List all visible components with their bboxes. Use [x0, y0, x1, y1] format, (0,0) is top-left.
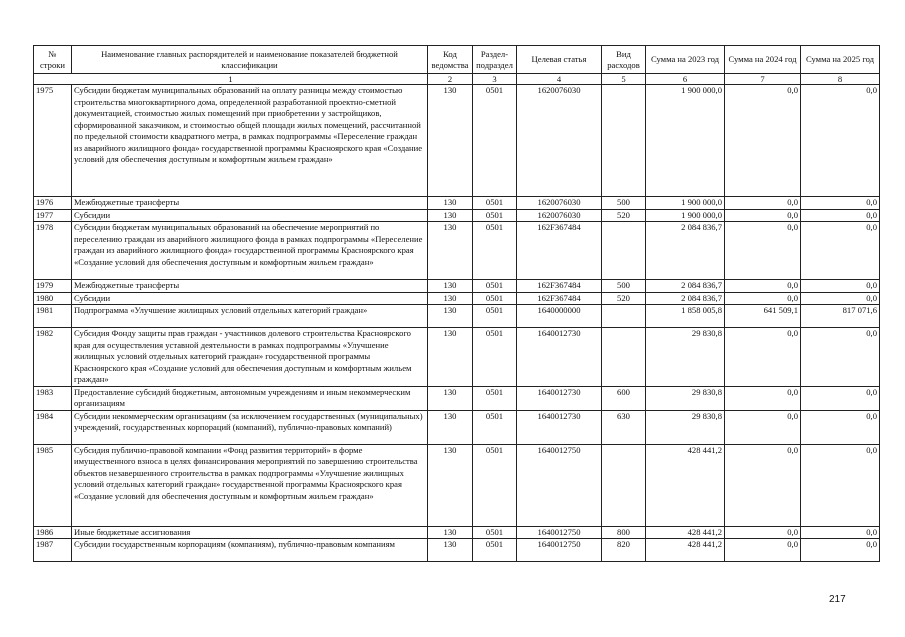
column-number: 1	[34, 74, 428, 85]
table-header-row	[34, 46, 880, 74]
table-body	[34, 85, 880, 562]
sum-2023-cell: 1 858 005,8	[646, 305, 725, 328]
column-number: 6	[646, 74, 725, 85]
header-name: Наименование главных распорядителей и наименование показателей бюджетной классификации	[72, 46, 428, 74]
sum-2025-cell: 817 071,6	[801, 305, 880, 328]
target-item-cell: 1640012750	[517, 526, 602, 539]
expense-type-cell: 500	[602, 197, 646, 210]
budget-table	[33, 45, 880, 562]
target-item-cell: 1640012750	[517, 539, 602, 562]
expense-type-cell	[602, 305, 646, 328]
sum-2025-cell: 0,0	[801, 222, 880, 280]
row-number-cell: 1984	[34, 410, 72, 444]
sum-2024-cell: 0,0	[725, 444, 801, 526]
target-item-cell: 162F367484	[517, 222, 602, 280]
row-name-cell: Субсидии бюджетам муниципальных образований на обеспечение мероприятий по переселению граждан из аварийного жилищного фонда в рамках подпрограммы «Переселение граждан из аварийного жилищного фонда» государственной программы Красноярского края «Создание условий для обеспечения доступным и комфортным жильем граждан»	[72, 222, 428, 280]
column-number: 7	[725, 74, 801, 85]
sum-2025-cell: 0,0	[801, 444, 880, 526]
row-number-cell: 1985	[34, 444, 72, 526]
row-name-cell: Предоставление субсидий бюджетным, автономным учреждениям и иным некоммерческим организациям	[72, 386, 428, 410]
sum-2024-cell: 0,0	[725, 386, 801, 410]
table-row	[34, 209, 880, 222]
row-number-cell: 1977	[34, 209, 72, 222]
sum-2023-cell: 2 084 836,7	[646, 222, 725, 280]
header-expense-type: Вид расходов	[602, 46, 646, 74]
expense-type-cell: 520	[602, 209, 646, 222]
section-cell: 0501	[473, 280, 517, 293]
section-cell: 0501	[473, 526, 517, 539]
row-number-cell: 1978	[34, 222, 72, 280]
dept-code-cell: 130	[428, 539, 473, 562]
column-number-row	[34, 74, 880, 85]
section-cell: 0501	[473, 209, 517, 222]
row-name-cell: Субсидия Фонду защиты прав граждан - участников долевого строительства Красноярского края для осуществления уставной деятельности в рамках подпрограммы «Улучшение жилищных условий отдельных категорий граждан» государственной программы Красноярского края «Создание условий для обеспечения доступным и комфортным жильем граждан»	[72, 328, 428, 387]
dept-code-cell: 130	[428, 292, 473, 305]
section-cell: 0501	[473, 305, 517, 328]
dept-code-cell: 130	[428, 328, 473, 387]
sum-2023-cell: 2 084 836,7	[646, 280, 725, 293]
dept-code-cell: 130	[428, 197, 473, 210]
row-number-cell: 1983	[34, 386, 72, 410]
expense-type-cell	[602, 328, 646, 387]
table-row	[34, 280, 880, 293]
target-item-cell: 1620076030	[517, 209, 602, 222]
sum-2023-cell: 428 441,2	[646, 444, 725, 526]
section-cell: 0501	[473, 328, 517, 387]
expense-type-cell: 800	[602, 526, 646, 539]
sum-2024-cell: 0,0	[725, 328, 801, 387]
sum-2023-cell: 428 441,2	[646, 526, 725, 539]
row-number-cell: 1980	[34, 292, 72, 305]
expense-type-cell	[602, 222, 646, 280]
section-cell: 0501	[473, 197, 517, 210]
row-name-cell: Субсидии	[72, 209, 428, 222]
table-row	[34, 526, 880, 539]
sum-2024-cell: 0,0	[725, 222, 801, 280]
table-row	[34, 410, 880, 444]
table-row	[34, 328, 880, 387]
section-cell: 0501	[473, 85, 517, 197]
section-cell: 0501	[473, 444, 517, 526]
target-item-cell: 162F367484	[517, 292, 602, 305]
expense-type-cell	[602, 85, 646, 197]
dept-code-cell: 130	[428, 526, 473, 539]
row-name-cell: Межбюджетные трансферты	[72, 280, 428, 293]
sum-2025-cell: 0,0	[801, 539, 880, 562]
expense-type-cell	[602, 444, 646, 526]
sum-2024-cell: 0,0	[725, 197, 801, 210]
sum-2025-cell: 0,0	[801, 292, 880, 305]
sum-2025-cell: 0,0	[801, 85, 880, 197]
header-dept-code: Код ведомства	[428, 46, 473, 74]
row-name-cell: Подпрограмма «Улучшение жилищных условий отдельных категорий граждан»	[72, 305, 428, 328]
target-item-cell: 1640012730	[517, 328, 602, 387]
table-row	[34, 222, 880, 280]
row-name-cell: Субсидия публично-правовой компании «Фонд развития территорий» в форме имущественного взноса в целях финансирования мероприятий по завершению строительства объектов незавершенного строительства в рамках подпрограммы «Улучшение жилищных условий отдельных категорий граждан» государственной программы Красноярского края «Создание условий для обеспечения доступным и комфортным жильем граждан»	[72, 444, 428, 526]
table-row	[34, 197, 880, 210]
sum-2024-cell: 0,0	[725, 292, 801, 305]
row-name-cell: Межбюджетные трансферты	[72, 197, 428, 210]
expense-type-cell: 630	[602, 410, 646, 444]
target-item-cell: 162F367484	[517, 280, 602, 293]
section-cell: 0501	[473, 292, 517, 305]
column-number: 4	[517, 74, 602, 85]
row-number-cell: 1975	[34, 85, 72, 197]
row-name-cell: Иные бюджетные ассигнования	[72, 526, 428, 539]
column-number: 5	[602, 74, 646, 85]
sum-2024-cell: 641 509,1	[725, 305, 801, 328]
header-target-item: Целевая статья	[517, 46, 602, 74]
row-number-cell: 1982	[34, 328, 72, 387]
table-row	[34, 305, 880, 328]
sum-2023-cell: 2 084 836,7	[646, 292, 725, 305]
row-number-cell: 1987	[34, 539, 72, 562]
sum-2025-cell: 0,0	[801, 386, 880, 410]
column-number: 3	[473, 74, 517, 85]
dept-code-cell: 130	[428, 209, 473, 222]
sum-2025-cell: 0,0	[801, 526, 880, 539]
dept-code-cell: 130	[428, 386, 473, 410]
column-number: 8	[801, 74, 880, 85]
expense-type-cell: 820	[602, 539, 646, 562]
header-row-number: № строки	[34, 46, 72, 74]
sum-2024-cell: 0,0	[725, 85, 801, 197]
sum-2023-cell: 1 900 000,0	[646, 209, 725, 222]
sum-2024-cell: 0,0	[725, 526, 801, 539]
sum-2023-cell: 1 900 000,0	[646, 197, 725, 210]
expense-type-cell: 600	[602, 386, 646, 410]
sum-2023-cell: 29 830,8	[646, 386, 725, 410]
header-sum-2025: Сумма на 2025 год	[801, 46, 880, 74]
sum-2023-cell: 29 830,8	[646, 328, 725, 387]
table-row	[34, 292, 880, 305]
dept-code-cell: 130	[428, 280, 473, 293]
sum-2024-cell: 0,0	[725, 280, 801, 293]
target-item-cell: 1640012750	[517, 444, 602, 526]
row-name-cell: Субсидии	[72, 292, 428, 305]
sum-2025-cell: 0,0	[801, 410, 880, 444]
target-item-cell: 1640012730	[517, 386, 602, 410]
target-item-cell: 1640000000	[517, 305, 602, 328]
table-row	[34, 85, 880, 197]
sum-2023-cell: 1 900 000,0	[646, 85, 725, 197]
sum-2025-cell: 0,0	[801, 328, 880, 387]
header-section: Раздел-подраздел	[473, 46, 517, 74]
section-cell: 0501	[473, 410, 517, 444]
sum-2024-cell: 0,0	[725, 209, 801, 222]
row-number-cell: 1981	[34, 305, 72, 328]
row-number-cell: 1979	[34, 280, 72, 293]
sum-2024-cell: 0,0	[725, 410, 801, 444]
dept-code-cell: 130	[428, 222, 473, 280]
sum-2023-cell: 428 441,2	[646, 539, 725, 562]
section-cell: 0501	[473, 539, 517, 562]
page-number: 217	[829, 594, 846, 605]
table-row	[34, 386, 880, 410]
sum-2025-cell: 0,0	[801, 197, 880, 210]
header-sum-2024: Сумма на 2024 год	[725, 46, 801, 74]
row-name-cell: Субсидии бюджетам муниципальных образований на оплату разницы между стоимостью строительства многоквартирного дома, определенной разработанной проектно-сметной документацией, стоимостью жилых помещений при приобретении у застройщиков, сформированной заказчиком, и стоимостью общей площади жилых помещений, рассчитанной по предельной стоимости квадратного метра, в рамках подпрограммы «Переселение граждан из аварийного жилищного фонда» государственной программы Красноярского края «Создание условий для обеспечения доступным и комфортным жильем граждан»	[72, 85, 428, 197]
target-item-cell: 1620076030	[517, 197, 602, 210]
row-name-cell: Субсидии государственным корпорациям (компаниям), публично-правовым компаниям	[72, 539, 428, 562]
section-cell: 0501	[473, 386, 517, 410]
table-row	[34, 539, 880, 562]
column-number: 2	[428, 74, 473, 85]
table-row	[34, 444, 880, 526]
target-item-cell: 1640012730	[517, 410, 602, 444]
row-number-cell: 1986	[34, 526, 72, 539]
expense-type-cell: 520	[602, 292, 646, 305]
dept-code-cell: 130	[428, 85, 473, 197]
dept-code-cell: 130	[428, 305, 473, 328]
sum-2025-cell: 0,0	[801, 280, 880, 293]
expense-type-cell: 500	[602, 280, 646, 293]
row-number-cell: 1976	[34, 197, 72, 210]
header-sum-2023: Сумма на 2023 год	[646, 46, 725, 74]
dept-code-cell: 130	[428, 410, 473, 444]
sum-2024-cell: 0,0	[725, 539, 801, 562]
section-cell: 0501	[473, 222, 517, 280]
row-name-cell: Субсидии некоммерческим организациям (за исключением государственных (муниципальных) учреждений, государственных корпораций (компаний), публично-правовых компаний)	[72, 410, 428, 444]
target-item-cell: 1620076030	[517, 85, 602, 197]
dept-code-cell: 130	[428, 444, 473, 526]
sum-2023-cell: 29 830,8	[646, 410, 725, 444]
sum-2025-cell: 0,0	[801, 209, 880, 222]
